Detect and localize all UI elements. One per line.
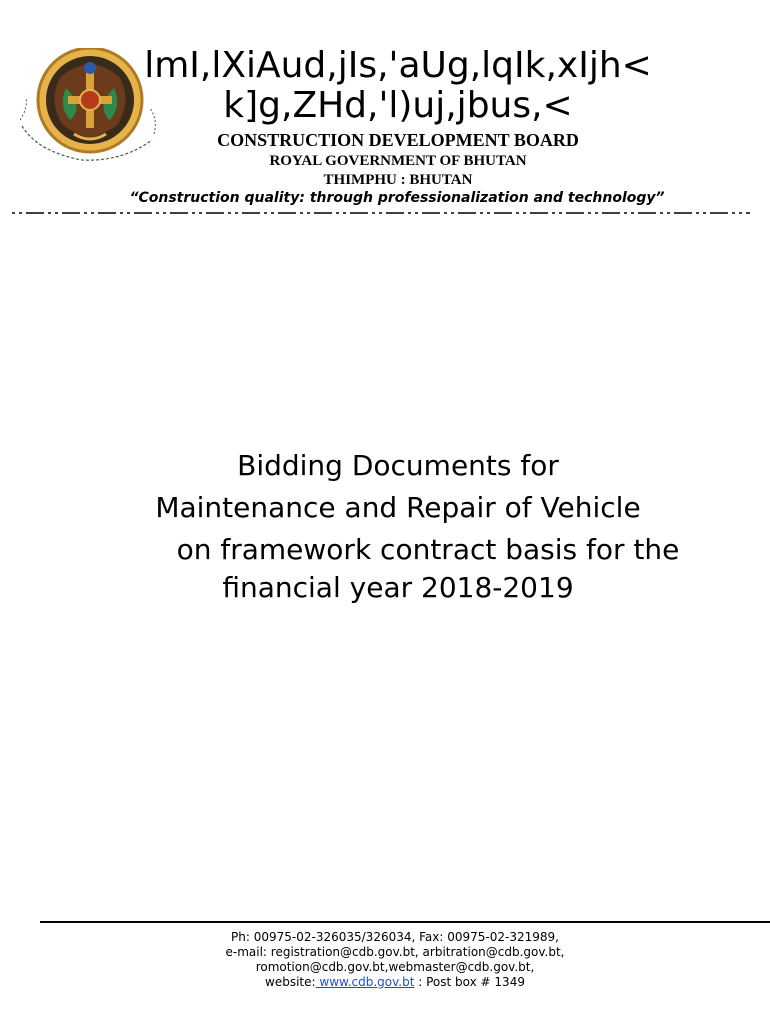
footer-website-line	[130, 975, 660, 990]
header-divider	[12, 205, 750, 221]
dzongkha-title-line2: k]g,ZHd,'l)uj,jbus,<	[223, 85, 573, 126]
motto: “Construction quality: through professionalization and technology”	[129, 190, 665, 206]
document-title-line3: on framework contract basis for the	[176, 533, 680, 566]
document-title-line1: Bidding Documents for	[237, 449, 559, 482]
location: THIMPHU : BHUTAN	[323, 172, 473, 188]
footer-emails: e-mail: registration@cdb.gov.bt, arbitration@cdb.gov.bt,	[225, 945, 565, 959]
footer-emails-2: romotion@cdb.gov.bt,webmaster@cdb.gov.bt,	[255, 960, 535, 974]
government-name: ROYAL GOVERNMENT OF BHUTAN	[269, 153, 527, 169]
postbox: : Post box # 1349	[414, 975, 525, 989]
document-title-line2: Maintenance and Repair of Vehicle	[155, 491, 641, 524]
footer-phone-fax: Ph: 00975-02-326035/326034, Fax: 00975-02-321989,	[231, 930, 559, 944]
organization-name: CONSTRUCTION DEVELOPMENT BOARD	[217, 130, 579, 150]
footer-rule	[40, 921, 770, 923]
document-title-line4: financial year 2018-2019	[222, 571, 574, 604]
dzongkha-title-line1: lmI,lXiAud,jIs,'aUg,lqIk,xIjh<	[144, 45, 652, 86]
website-link[interactable]: www.cdb.gov.bt	[315, 975, 415, 989]
website-label: website:	[265, 975, 316, 989]
